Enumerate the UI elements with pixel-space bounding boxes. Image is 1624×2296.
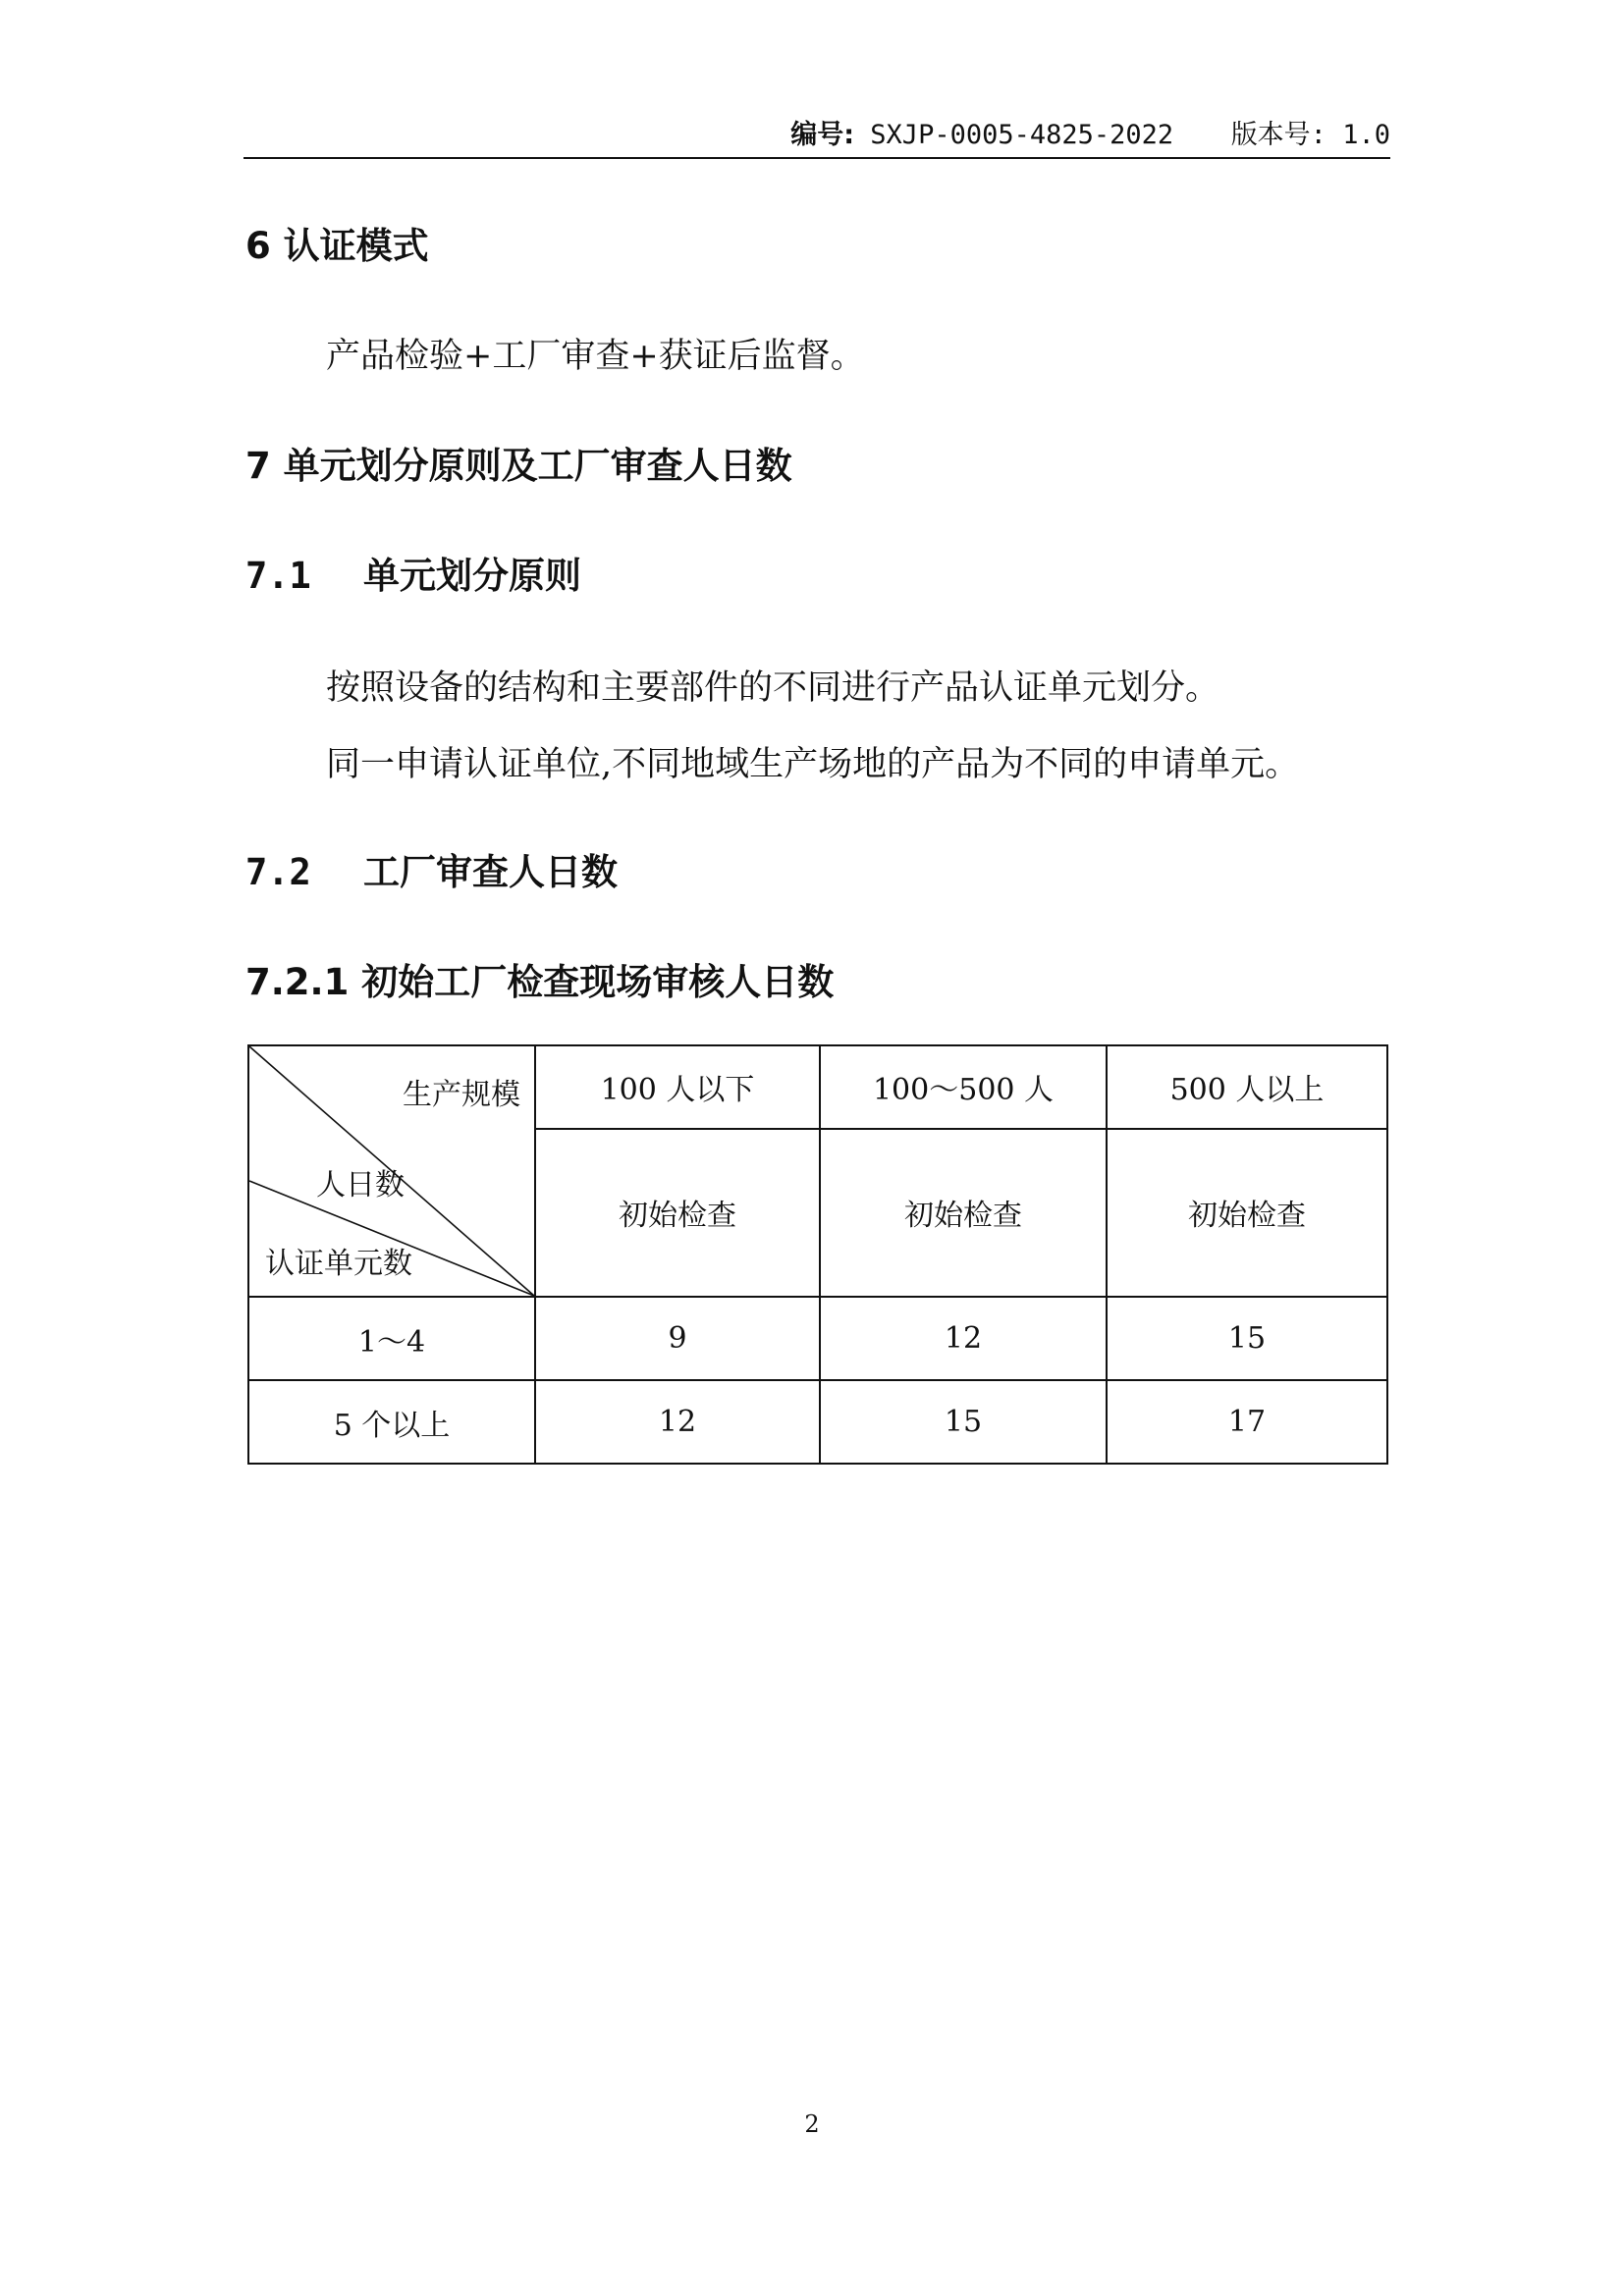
value-cell: 12 <box>535 1380 820 1464</box>
section-7-2-number: 7.2 <box>245 851 311 893</box>
version-value: 1.0 <box>1342 120 1390 150</box>
value-cell: 17 <box>1107 1380 1387 1464</box>
page-number: 2 <box>804 2110 820 2138</box>
version-label: 版本号: <box>1230 120 1326 150</box>
corner-label-mandays: 人日数 <box>316 1168 405 1202</box>
section-7-2-title: 工厂审查人日数 <box>363 851 618 893</box>
section-6-body: 产品检验+工厂审查+获证后监督。 <box>326 337 865 376</box>
page-header <box>244 116 1390 155</box>
audit-mandays-table <box>247 1044 1388 1465</box>
section-6-title: 6 认证模式 <box>245 225 429 267</box>
section-7-1-number: 7.1 <box>245 555 311 597</box>
table-header-row <box>248 1045 1387 1129</box>
subheader-cell: 初始检查 <box>535 1129 820 1297</box>
scale-header-cell: 500 人以上 <box>1107 1045 1387 1129</box>
section-7-1-heading <box>245 552 581 601</box>
scale-header-cell: 100 人以下 <box>535 1045 820 1129</box>
table-row <box>248 1297 1387 1380</box>
section-7-2-heading <box>245 848 618 897</box>
corner-label-units: 认证单元数 <box>265 1247 412 1281</box>
value-cell: 9 <box>535 1297 820 1380</box>
table-row <box>248 1380 1387 1464</box>
header-rule <box>244 157 1390 159</box>
doc-code-value: SXJP-0005-4825-2022 <box>870 120 1174 150</box>
subheader-cell: 初始检查 <box>1107 1129 1387 1297</box>
corner-label-scale: 生产规模 <box>403 1078 520 1112</box>
section-7-1-paragraph-2: 同一申请认证单位,不同地域生产场地的产品为不同的申请单元。 <box>326 745 1300 784</box>
subheader-cell: 初始检查 <box>820 1129 1107 1297</box>
section-7-1-title: 单元划分原则 <box>363 555 581 597</box>
scale-header-cell: 100～500 人 <box>820 1045 1107 1129</box>
value-cell: 12 <box>820 1297 1107 1380</box>
units-cell: 5 个以上 <box>248 1380 535 1464</box>
doc-code-label: 编号: <box>790 120 855 150</box>
table-corner-cell <box>248 1045 535 1297</box>
section-7-1-paragraph-1: 按照设备的结构和主要部件的不同进行产品认证单元划分。 <box>326 668 1220 708</box>
section-7-title: 7 单元划分原则及工厂审查人日数 <box>245 445 792 487</box>
units-cell: 1～4 <box>248 1297 535 1380</box>
value-cell: 15 <box>820 1380 1107 1464</box>
value-cell: 15 <box>1107 1297 1387 1380</box>
section-7-2-1-title: 7.2.1 初始工厂检查现场审核人日数 <box>245 961 835 1003</box>
